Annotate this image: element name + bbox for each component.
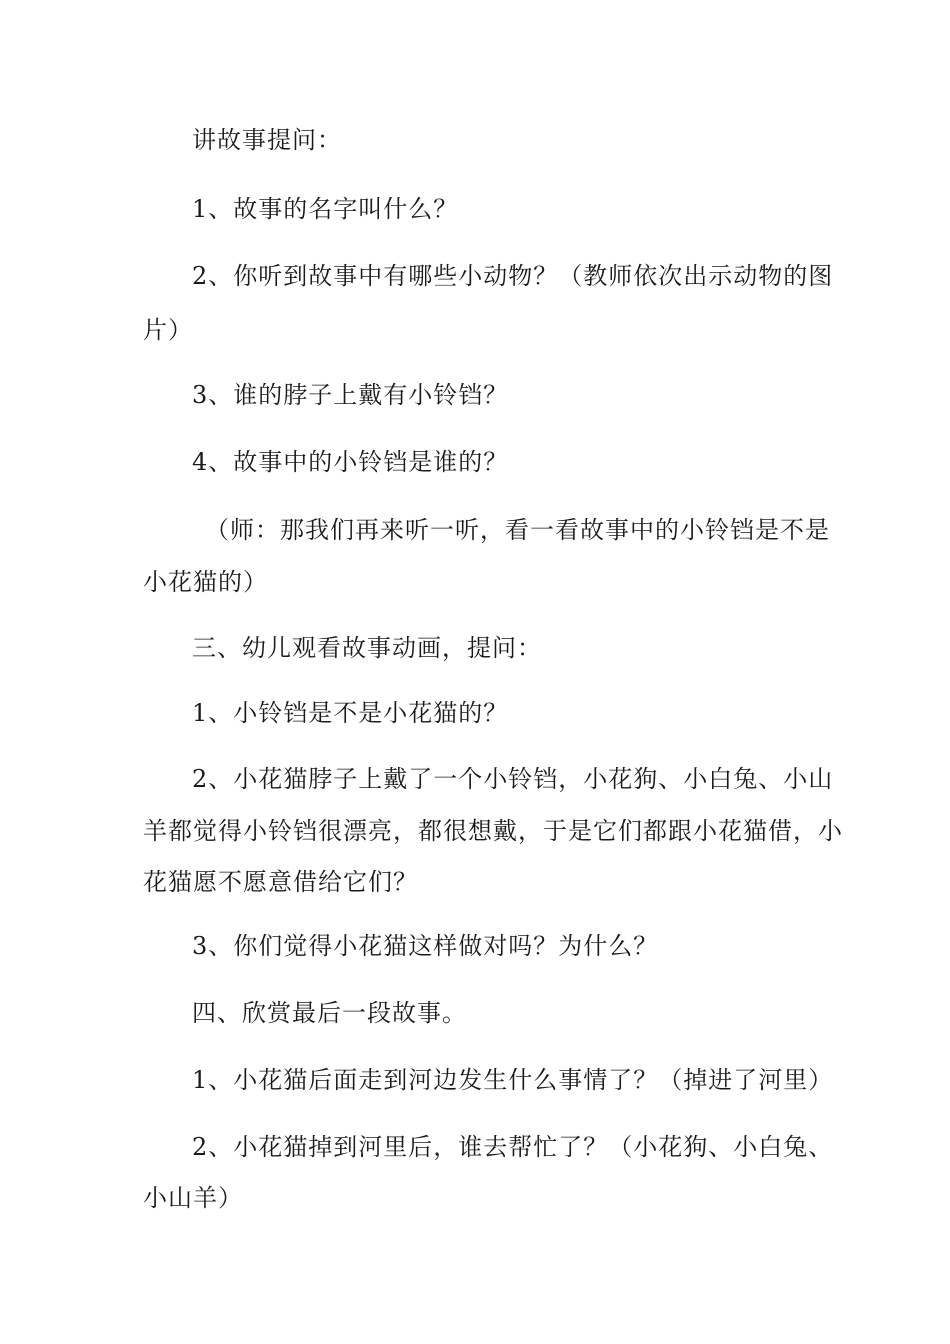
question-4: 4、故事中的小铃铛是谁的？ — [192, 448, 509, 476]
teacher-note-line-1: （师：那我们再来听一听，看一看故事中的小铃铛是不是 — [205, 516, 830, 544]
question-2-line-1: 2、你听到故事中有哪些小动物？（教师依次出示动物的图 — [192, 262, 834, 290]
section-heading-storytelling: 讲故事提问： — [192, 126, 342, 154]
section4-question-2-line-1: 2、小花猫掉到河里后，谁去帮忙了？（小花狗、小白兔、 — [192, 1133, 834, 1161]
teacher-note-line-2: 小花猫的） — [143, 568, 268, 596]
section3-question-2-line-2: 羊都觉得小铃铛很漂亮，都很想戴，于是它们都跟小花猫借，小 — [143, 817, 843, 845]
section3-question-2-line-3: 花猫愿不愿意借给它们？ — [143, 868, 418, 896]
question-1: 1、故事的名字叫什么？ — [192, 195, 459, 223]
section4-question-2-line-2: 小山羊） — [143, 1184, 243, 1212]
section-heading-three: 三、幼儿观看故事动画，提问： — [192, 634, 542, 662]
section3-question-3: 3、你们觉得小花猫这样做对吗？为什么？ — [192, 932, 659, 960]
section4-question-1: 1、小花猫后面走到河边发生什么事情了？（掉进了河里） — [192, 1066, 834, 1094]
question-2-line-2: 片） — [143, 316, 193, 344]
section3-question-2-line-1: 2、小花猫脖子上戴了一个小铃铛，小花狗、小白兔、小山 — [192, 765, 834, 793]
section-heading-four: 四、欣赏最后一段故事。 — [192, 999, 467, 1027]
question-3: 3、谁的脖子上戴有小铃铛？ — [192, 381, 509, 409]
section3-question-1: 1、小铃铛是不是小花猫的？ — [192, 699, 509, 727]
